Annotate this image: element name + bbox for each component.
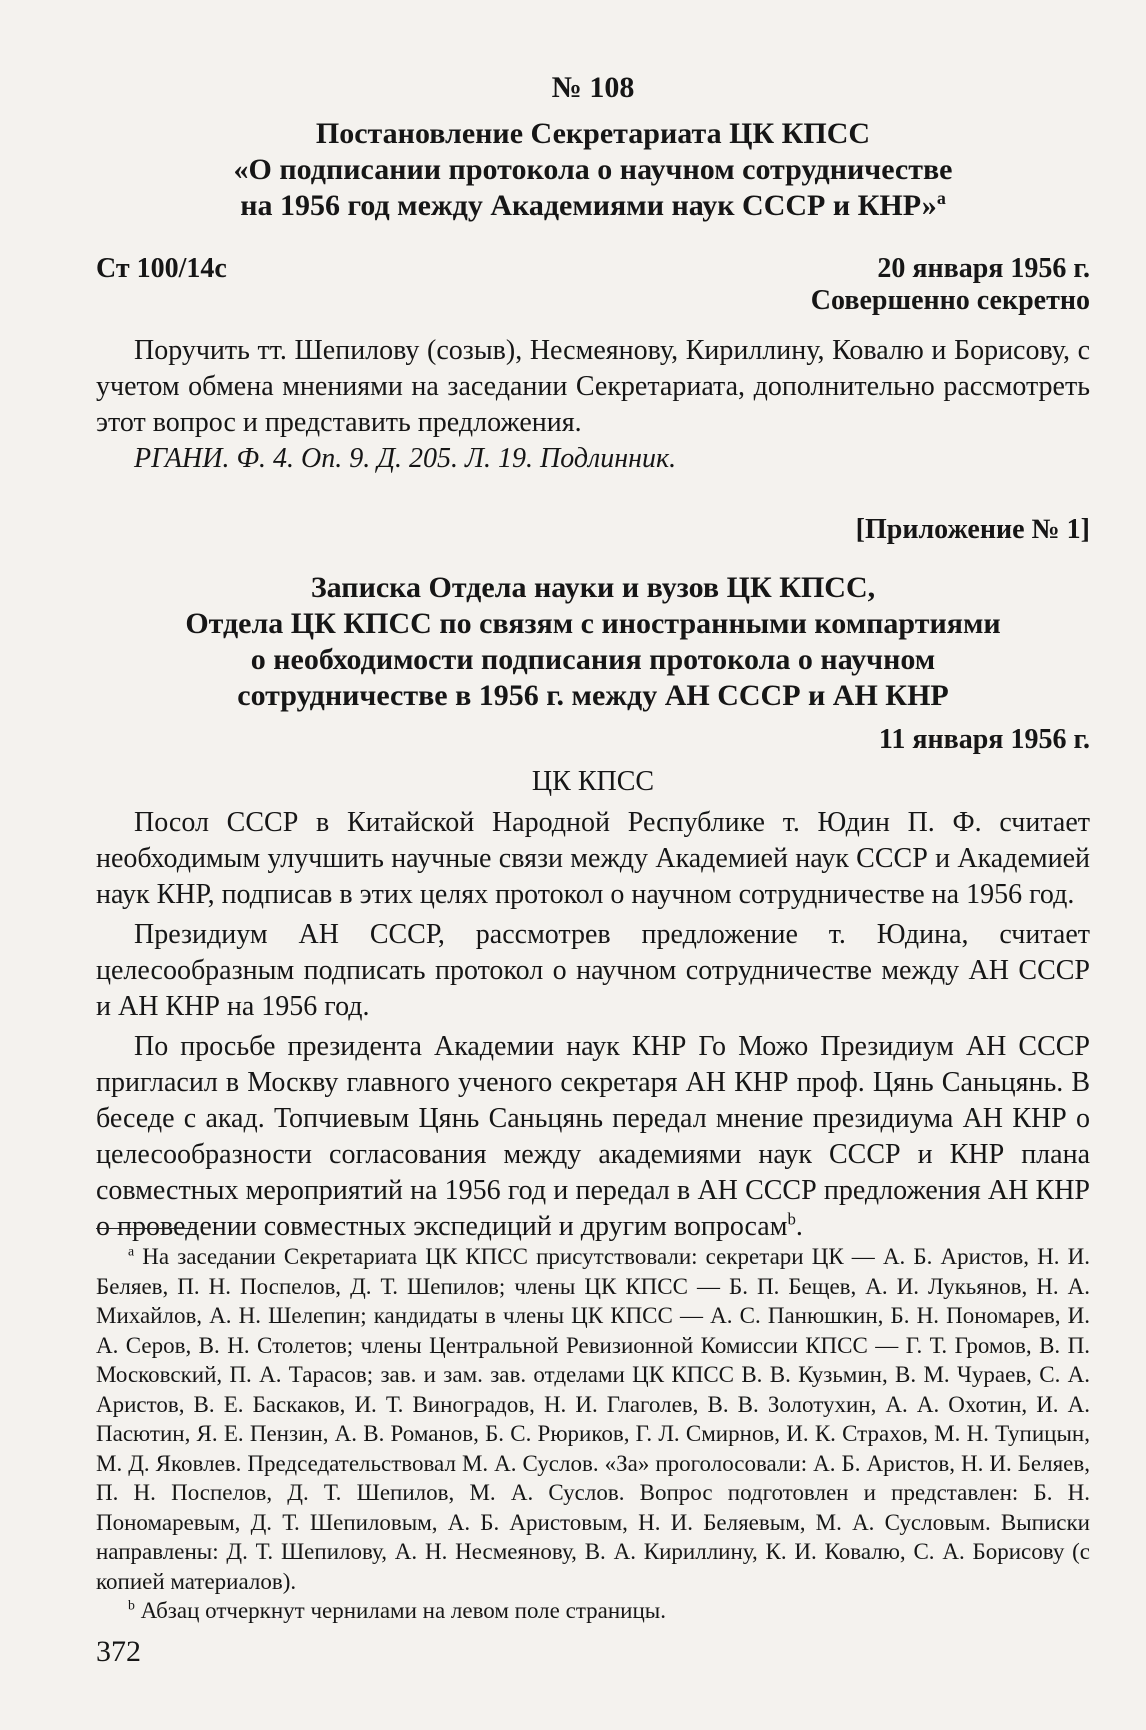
appendix-label: [Приложение № 1] [855, 514, 1090, 545]
footnote-a-marker: a [936, 188, 946, 208]
memo-title [96, 570, 1090, 714]
memo-date: 11 января 1956 г. [878, 724, 1090, 755]
memo-title-line-4: сотрудничестве в 1956 г. между АН СССР и АН КНР [237, 679, 949, 712]
document-title [96, 116, 1090, 224]
memo-title-line-1: Записка Отдела науки и вузов ЦК КПСС, [310, 571, 876, 604]
document-title-line-1: Постановление Секретариата ЦК КПСС [315, 117, 871, 150]
footnote-divider [96, 1228, 196, 1229]
paragraph-2: Президиум АН СССР, рассмотрев предложение т. Юдина, считает целесообразным подписать протокол о научном сотрудничестве между АН СССР и АН КНР на 1956 год. [96, 919, 1090, 1022]
memo-title-line-3: о необходимости подписания протокола о научном [250, 643, 936, 676]
resolution-text: Поручить тт. Шепилову (созыв), Несмеянову, Кириллину, Ковалю и Борисову, с учетом обмена мнениями на заседании Секретариата, дополнительно рассмотреть этот вопрос и представить предложения. [96, 335, 1090, 438]
footnote-b: $^b$ Абзац отчеркнут чернилами на левом поле страницы. [128, 1597, 666, 1623]
archive-reference: РГАНИ. Ф. 4. Оп. 9. Д. 205. Л. 19. Подлинник. [134, 443, 677, 474]
footnote-a-label: a [128, 1243, 135, 1259]
document-date: 20 января 1956 г. [877, 253, 1090, 284]
document-number: № 108 [551, 71, 635, 104]
document-title-line-3: на 1956 год между Академиями наук СССР и КНР»$^a$ [240, 188, 946, 222]
footnotes [96, 1242, 1090, 1626]
paragraph-3: По просьбе президента Академии наук КНР Го Можо Президиум АН СССР пригласил в Москву главного ученого секретаря АН КНР проф. Цянь Саньцянь. В беседе с акад. Топчиевым Цянь Саньцянь передал мнение президиума АН КНР о целесообразности согласования между академиями наук СССР и КНР плана совместных мероприятий на 1956 год и передал в АН СССР предложения АН КНР о проведении совместных экспедиций и другим вопросам$^b$. [96, 1031, 1090, 1242]
classification-stamp: Совершенно секретно [810, 285, 1090, 316]
page-number: 372 [96, 1635, 141, 1668]
addressee: ЦК КПСС [531, 766, 655, 797]
memo-title-line-2: Отдела ЦК КПСС по связям с иностранными компартиями [185, 607, 1001, 640]
footnote-b-marker: b [787, 1209, 796, 1229]
memo-body [96, 805, 1090, 1245]
footnote-a: $^a$ На заседании Секретариата ЦК КПСС присутствовали: секретари ЦК — А. Б. Аристов, Н. И. Беляев, П. Н. Поспелов, Д. Т. Шепилов; члены ЦК КПСС — Б. П. Бещев, А. И. Лукьянов, Н. А. Михайлов, А. Н. Шелепин; кандидаты в члены ЦК КПСС — А. С. Панюшкин, Б. Н. Пономарев, И. А. Серов, В. Н. Столетов; члены Центральной Ревизионной Комиссии КПСС — Г. Т. Громов, В. П. Московский, П. А. Тарасов; зав. и зам. зав. отделами ЦК КПСС В. В. Кузьмин, В. М. Чураев, С. А. Аристов, В. Е. Баскаков, И. Т. Виноградов, Н. И. Глаголев, В. В. Золотухин, А. А. Охотин, И. А. Пасютин, Я. Е. Пензин, А. В. Романов, Б. С. Рюриков, Г. Л. Смирнов, И. К. Страхов, М. Н. Тупицын, М. Д. Яковлев. Председательствовал М. А. Суслов. «За» проголосовали: А. Б. Аристов, Н. И. Беляев, П. Н. Поспелов, Д. Т. Шепилов, М. А. Суслов. Вопрос подготовлен и представлен: Б. Н. Пономаревым, Д. Т. Шепиловым, А. Б. Аристовым, Н. И. Беляевым, М. А. Сусловым. Выписки направлены: Д. Т. Шепилову, А. Н. Несмеянову, В. А. Кириллину, К. И. Ковалю, С. А. Борисову (с копией материалов). [96, 1243, 1090, 1594]
resolution-block [96, 333, 1090, 441]
paragraph-1: Посол СССР в Китайской Народной Республике т. Юдин П. Ф. считает необходимым улучшить научные связи между Академией наук СССР и Академией наук КНР, подписав в этих целях протокол о научном сотрудничестве на 1956 год. [96, 807, 1090, 910]
footnote-b-label: b [128, 1597, 135, 1613]
protocol-number: Ст 100/14с [96, 253, 227, 284]
document-title-line-2: «О подписании протокола о научном сотрудничестве [233, 153, 953, 186]
